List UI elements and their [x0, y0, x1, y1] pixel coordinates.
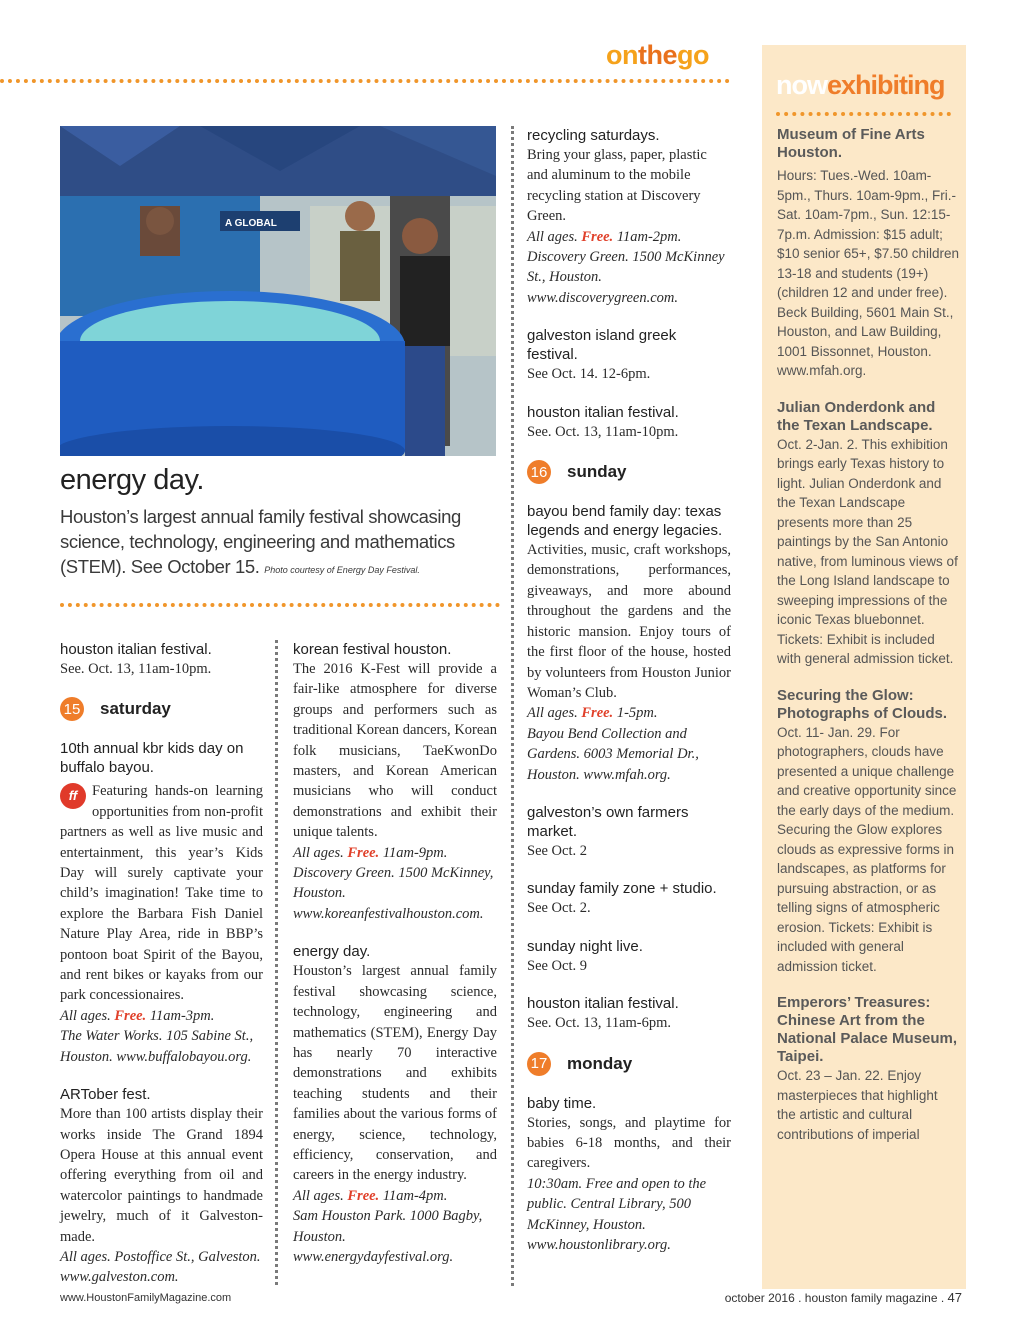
event-details: All ages. Free. 11am-3pm.	[60, 1007, 215, 1024]
event-body: See Oct. 14. 12-6pm.	[527, 366, 651, 383]
event-body: See. Oct. 13, 11am-10pm.	[60, 661, 212, 677]
event-location: Discovery Green. 1500 McKinney St., Houston. www.discoverygreen.com.	[527, 249, 725, 306]
event-body: See Oct. 9	[527, 957, 587, 974]
feature-description: Houston’s largest annual family festival showcasing science, technology, engineering and mathematics (STEM). See October 15. Photo courtesy of Energy Day Festival.	[60, 506, 461, 577]
event-baby-time	[527, 1094, 731, 1256]
feature-photo	[60, 126, 496, 456]
event-greek-festival	[527, 326, 731, 384]
exhibit-title: Museum of Fine Arts Houston.	[777, 126, 925, 161]
event-title: bayou bend family day: texas legends and energy legacies.	[527, 503, 723, 540]
exhibits-list	[777, 126, 959, 1162]
event-title: baby time.	[527, 1094, 597, 1112]
event-bayou-bend	[527, 502, 731, 785]
event-title: houston italian festival.	[527, 403, 679, 421]
event-title: houston italian festival.	[527, 995, 679, 1013]
day-name: saturday	[100, 699, 171, 719]
exhibit-body: Oct. 23 – Jan. 22. Enjoy masterpieces that highlight the artistic and cultural contributions of imperial	[777, 1068, 938, 1142]
event-energy-day	[293, 942, 497, 1267]
day-number-badge: 17	[527, 1052, 551, 1076]
event-details: All ages. Free. 11am-2pm.	[527, 228, 682, 245]
event-body: Houston’s largest annual family festival showcasing science, technology, engineering and mathematics (STEM), Energy Day has nearly 70 interactive demonstrations and exhibits teaching students and their families about the various forms of energy, science, technology, efficiency, conservation, and careers in the energy industry.	[293, 963, 497, 1184]
day-number-badge: 15	[60, 697, 84, 721]
event-location: The Water Works. 105 Sabine St., Houston. www.buffalobayou.org.	[60, 1028, 254, 1065]
exhibit-body: Oct. 11- Jan. 29. For photographers, clouds have presented a unique challenge and creative opportunity since the early days of the medium. Securing the Glow explores clouds as expressive forms in landscapes, as platforms for pursuing abstraction, or as telling signs of atmospheric erosion. Tickets: Exhibit is included with general admission ticket.	[777, 724, 957, 974]
column-divider	[511, 126, 514, 1286]
event-body: See. Oct. 13, 11am-10pm.	[527, 423, 679, 440]
events-column-1	[60, 640, 263, 1306]
event-body: See Oct. 2	[527, 842, 587, 859]
event-location: Sam Houston Park. 1000 Bagby, Houston. www.energydayfestival.org.	[293, 1208, 483, 1265]
event-details: All ages. Free. 1-5pm.	[527, 705, 658, 722]
festival-photo-illustration	[60, 126, 496, 456]
event-sunday-night-live	[527, 937, 731, 976]
event-title: houston italian festival.	[60, 641, 212, 658]
event-kbr-kids-day	[60, 739, 263, 1067]
day-header-monday	[527, 1052, 731, 1076]
event-houston-italian-2	[527, 994, 731, 1033]
event-artober-fest	[60, 1085, 263, 1288]
event-korean-festival	[293, 640, 497, 924]
event-title: korean festival houston.	[293, 641, 452, 658]
family-friendly-badge-icon: ff	[60, 783, 86, 809]
day-header-sunday	[527, 460, 731, 484]
page-number: 47	[947, 1290, 962, 1305]
events-column-2	[293, 640, 497, 1285]
event-recycling-saturdays	[527, 126, 731, 308]
feature-title: energy day.	[60, 464, 204, 496]
footer-website: www.HoustonFamilyMagazine.com	[60, 1292, 232, 1304]
exhibit-title: Emperors’ Treasures: Chinese Art from the National Palace Museum, Taipei.	[777, 994, 958, 1065]
photo-credit: Photo courtesy of Energy Day Festival.	[264, 565, 420, 575]
exhibit-emperors-treasures	[777, 994, 959, 1144]
event-houston-italian	[60, 640, 263, 679]
event-title: sunday family zone + studio.	[527, 880, 717, 898]
day-number-badge: 16	[527, 460, 551, 484]
footer-issue-info: october 2016 . houston family magazine . 47	[724, 1290, 962, 1305]
event-location: All ages. Postoffice St., Galveston. www.galveston.com.	[60, 1248, 261, 1286]
event-location: Discovery Green. 1500 McKinney, Houston. www.koreanfestivalhouston.com.	[293, 865, 494, 922]
event-title: ARTober fest.	[60, 1086, 151, 1104]
event-houston-italian	[527, 403, 731, 442]
banner-text: A GLOBAL	[225, 218, 277, 229]
exhibit-mfah	[777, 126, 959, 381]
event-title: recycling saturdays.	[527, 127, 660, 144]
event-details: All ages. Free. 11am-4pm.	[293, 1187, 448, 1204]
event-title: 10th annual kbr kids day on buffalo bayou.	[60, 740, 244, 777]
event-location: Bayou Bend Collection and Gardens. 6003 Memorial Dr., Houston. www.mfah.org.	[527, 725, 699, 783]
event-title: sunday night live.	[527, 937, 643, 955]
event-title: galveston island greek festival.	[527, 327, 677, 364]
event-location: 10:30am. Free and open to the public. Central Library, 500 McKinney, Houston. www.houstonlibrary.org.	[527, 1175, 707, 1253]
event-body: ff Featuring hands-on learning opportunities from non-profit partners as well as live music and entertainment, this year’s Kids Day will surely captivate your child’s imagination! Take time to explore the Barbara Fish Daniel Nature Play Area, ride in BBP’s pontoon boat Spirit of the Bayou, and rent bikes or kayaks from our park concessionaires.	[60, 783, 263, 1004]
column-divider	[275, 640, 278, 1285]
exhibit-body: Oct. 2-Jan. 2. This exhibition brings early Texas history to light. Julian Onderdonk and the Texan Landscape presents more than 25 paintings by the San Antonio native, from luminous views of the Long Island landscape to sweeping impressions of the iconic Texas bluebonnet. Tickets: Exhibit is included with general admission ticket.	[777, 436, 958, 666]
event-title: energy day.	[293, 943, 371, 961]
event-body: Stories, songs, and playtime for babies 6-18 months, and their caregivers.	[527, 1114, 731, 1172]
exhibit-securing-the-glow	[777, 687, 959, 977]
day-header-saturday	[60, 697, 263, 721]
event-details: All ages. Free. 11am-9pm.	[293, 844, 448, 861]
exhibit-onderdonk	[777, 399, 959, 669]
events-column-3	[527, 126, 731, 1273]
sidebar-divider	[776, 112, 951, 116]
event-title: galveston’s own farmers market.	[527, 803, 689, 840]
day-name: sunday	[567, 462, 627, 482]
day-name: monday	[567, 1053, 633, 1073]
exhibit-title: Julian Onderdonk and the Texan Landscape.	[777, 398, 936, 434]
header-divider	[0, 79, 730, 83]
event-body: The 2016 K-Fest will provide a fair-like atmosphere for diverse groups and performers such as traditional Korean dancers, Korean folk musicians, TaeKwonDo masters, and Korean American musicians who will conduct demonstrations and exhibit their unique talents.	[293, 661, 497, 841]
exhibit-body: Hours: Tues.-Wed. 10am-5pm., Thurs. 10am-9pm., Fri.-Sat. 10am-7pm., Sun. 12:15-7p.m. Admission: $15 adult; $10 senior 65+, $7.50 children 13-18 and students (19+) (children 12 and under free). Beck Building, 5601 Main St., Houston, and Law Building, 1001 Bissonnet, Houston. www.mfah.org.	[777, 168, 960, 378]
event-body: Bring your glass, paper, plastic and aluminum to the mobile recycling station at Discovery Green.	[527, 147, 707, 225]
exhibit-title: Securing the Glow: Photographs of Clouds.	[777, 686, 947, 722]
event-farmers-market	[527, 803, 731, 861]
section-title: onthego	[606, 40, 709, 70]
feature-divider	[60, 603, 500, 607]
event-body: See. Oct. 13, 11am-6pm.	[527, 1015, 672, 1032]
event-body: See Oct. 2.	[527, 900, 591, 917]
event-body: Activities, music, craft workshops, demonstrations, performances, giveaways, and more abound throughout the gardens and the historic mansion. Enjoy tours of the first floor of the house, hosted by volunteers from Houston Junior Woman’s Club.	[527, 542, 731, 701]
event-body: More than 100 artists display their works inside The Grand 1894 Opera House at this annual event offering everything from oil and watercolor paintings to handmade jewelry, much of it Galveston-made.	[60, 1106, 263, 1245]
event-family-zone	[527, 879, 731, 918]
sidebar-title: nowexhibiting	[776, 70, 945, 100]
